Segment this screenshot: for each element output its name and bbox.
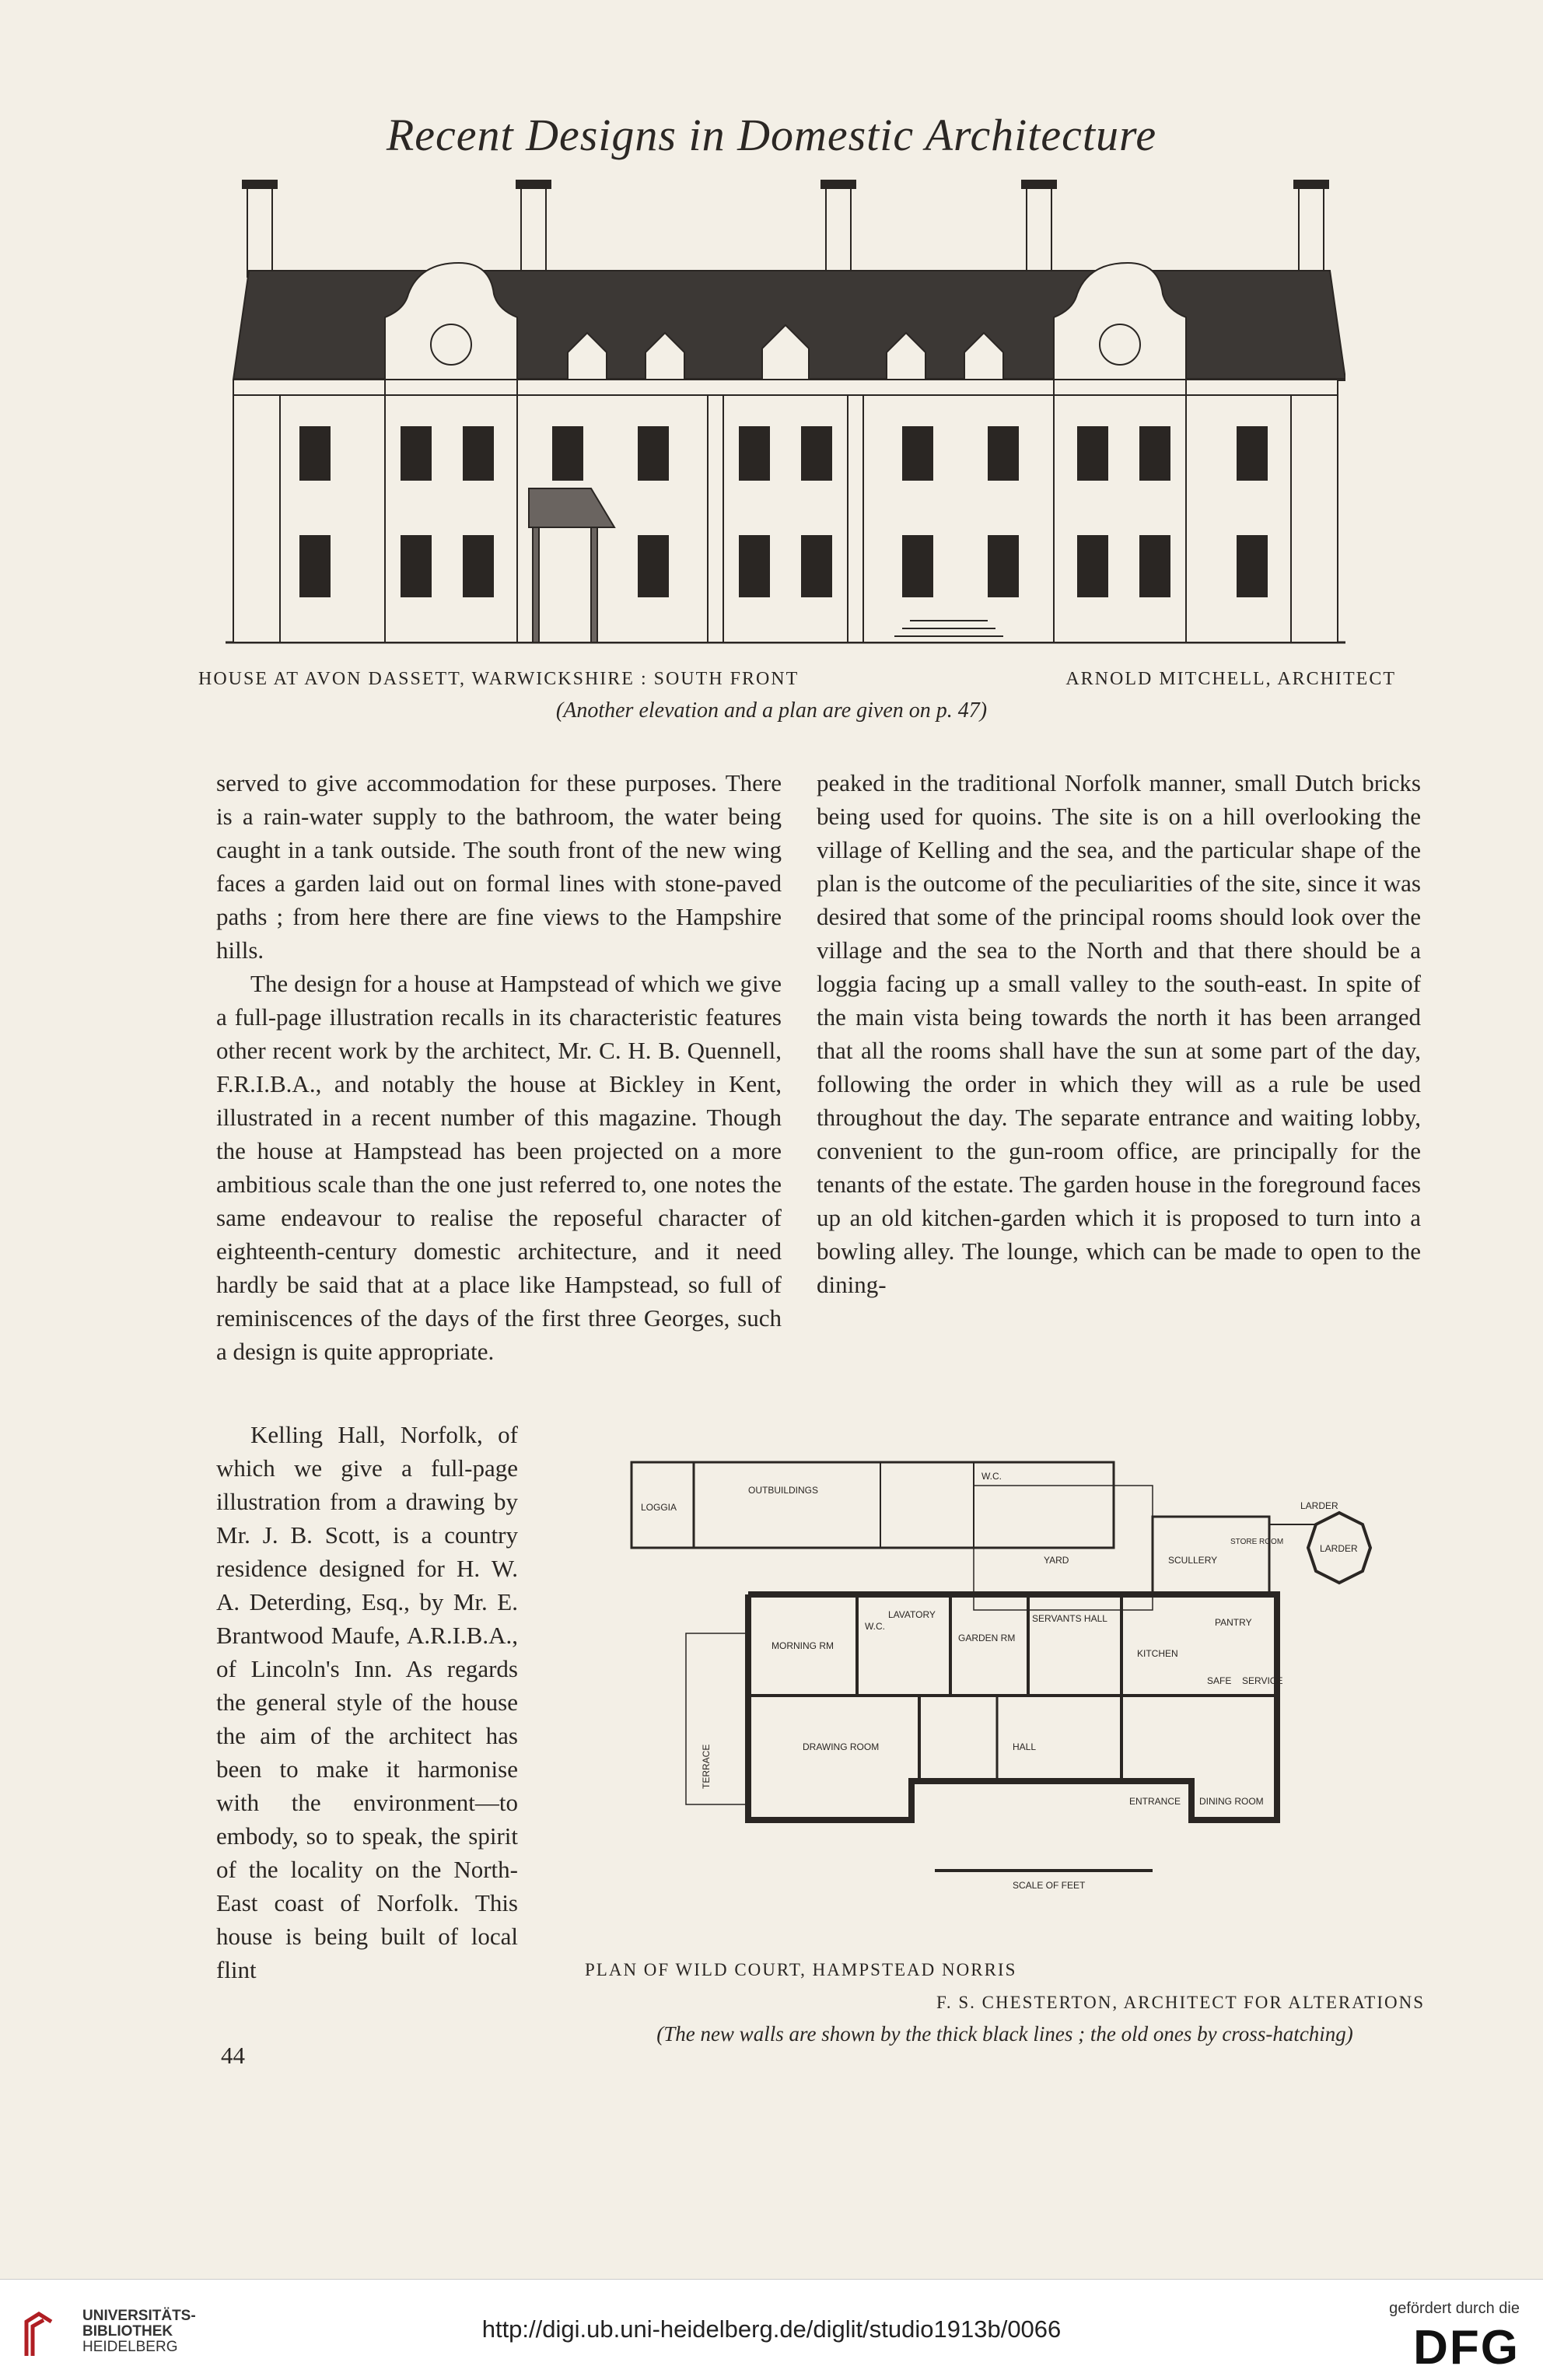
right-column: [817, 766, 1421, 1301]
narrow-column: [216, 1418, 518, 1986]
page-number: 44: [221, 2042, 245, 2069]
plan-label-drawing-room: DRAWING ROOM: [803, 1741, 880, 1752]
left-column: [216, 766, 782, 1368]
paragraph: The design for a house at Hampstead of which we give a full-page illustration recalls in its characteristic features other recent work by the architect, Mr. C. H. B. Quennell, F.R.I.B.A., and notably the house at Bickley in Kent, illustrated in a recent number of this magazine. Though the house at Hampstead has been projected on a more ambitious scale than the one just referred to, one notes the same endeavour to realise the reposeful character of eighteenth-century domestic architecture, and it need hardly be said that at a place like Hampstead, so full of reminiscences of the days of the first three Georges, such a design is quite appropriate.: [216, 970, 782, 1365]
plan-label-servants-hall: SERVANTS HALL: [1032, 1613, 1107, 1624]
paragraph: served to give accommodation for these purposes. There is a rain-water supply to the bathroom, the water being caught in a tank outside. The south front of the new wing faces a garden laid out on formal lines with stone-paved paths ; from here there are fine views to the Hampshire hills.: [216, 769, 782, 964]
plan-label-scale: SCALE OF FEET: [1013, 1880, 1086, 1891]
plan-label-scullery: SCULLERY: [1168, 1555, 1218, 1566]
plan-label-larder-octagon: LARDER: [1320, 1543, 1358, 1554]
dfg-logo: DFG: [1413, 2321, 1520, 2375]
funded-by-text: gefördert durch die: [1389, 2300, 1520, 2317]
house-elevation-drawing: [226, 177, 1345, 660]
plan-caption-architect: F. S. CHESTERTON, ARCHITECT FOR ALTERATIONS: [936, 1993, 1425, 2012]
library-line3: HEIDELBERG: [82, 2339, 178, 2355]
plan-label-dining-room: DINING ROOM: [1199, 1796, 1264, 1807]
plan-label-lavatory: LAVATORY: [888, 1609, 936, 1620]
plan-label-hall: HALL: [1013, 1741, 1037, 1752]
plan-label-yard: YARD: [1044, 1555, 1069, 1566]
plan-label-loggia: LOGGIA: [641, 1502, 677, 1513]
footer-bar: [0, 2279, 1543, 2380]
plan-label-morning-room: MORNING RM: [772, 1640, 834, 1651]
plan-label-safe: SAFE: [1207, 1675, 1232, 1686]
library-line1: UNIVERSITÄTS-: [82, 2308, 196, 2324]
elevation-caption-note: (Another elevation and a plan are given on p. 47): [555, 698, 988, 723]
plan-caption-note: (The new walls are shown by the thick black lines ; the old ones by cross-hatching): [656, 2022, 1353, 2046]
elevation-caption-title: HOUSE AT AVON DASSETT, WARWICKSHIRE : SOUTH FRONT: [198, 669, 799, 689]
page-title: Recent Designs in Domestic Architecture: [386, 110, 1157, 160]
elevation-caption-architect: ARNOLD MITCHELL, ARCHITECT: [1065, 669, 1396, 689]
plan-label-store: STORE ROOM: [1230, 1538, 1284, 1546]
plan-label-entrance: ENTRANCE: [1129, 1796, 1181, 1807]
plan-caption-title: PLAN OF WILD COURT, HAMPSTEAD NORRIS: [585, 1960, 1017, 1979]
paragraph: Kelling Hall, Norfolk, of which we give a full-page illustration from a drawing by Mr. J. B. Scott, is a country residence designed for H. W. A. Deterding, Esq., by Mr. E. Brantwood Maufe, A.R.I.B.A., of Lincoln's Inn. As regards the general style of the house the aim of the architect has been to make it harmonise with the environment—to embody, so to speak, the spirit of the locality on the North-East coast of Norfolk. This house is being built of local flint: [216, 1421, 518, 1983]
plan-label-terrace: TERRACE: [701, 1744, 712, 1789]
plan-label-service: SERVICE: [1242, 1675, 1283, 1686]
plan-label-wc: W.C.: [865, 1621, 885, 1632]
plan-label-larder: LARDER: [1300, 1500, 1338, 1511]
library-line2: BIBLIOTHEK: [82, 2323, 173, 2340]
plan-caption: [585, 1960, 1425, 2046]
plan-label-garden-room: GARDEN RM: [958, 1633, 1016, 1643]
floor-plan-drawing: [593, 1447, 1433, 1929]
plan-label-kitchen: KITCHEN: [1137, 1648, 1178, 1659]
paragraph: peaked in the traditional Norfolk manner, small Dutch bricks being used for quoins. The site is on a hill overlooking the village of Kelling and the sea, and the particular shape of the plan is the outcome of the peculiarities of the site, since it was desired that some of the principal rooms should look over the village and the sea to the North and that there should be a loggia facing up a small valley to the south-east. In spite of the main vista being towards the north it has been arranged that all the rooms shall have the sun at some part of the day, following the order in which they will as a rule be used throughout the day. The separate entrance and waiting lobby, convenient to the gun-room office, are principally for the tenants of the estate. The garden house in the foreground faces up an old kitchen-garden which it is proposed to turn into a bowling alley. The lounge, which can be made to open to the dining-: [817, 769, 1421, 1298]
source-url-link[interactable]: http://digi.ub.uni-heidelberg.de/diglit/studio1913b/0066: [481, 2315, 1062, 2343]
plan-label-pantry: PANTRY: [1215, 1617, 1252, 1628]
plan-label-outbuildings: OUTBUILDINGS: [748, 1485, 819, 1496]
plan-label-wc-top: W.C.: [981, 1471, 1002, 1482]
